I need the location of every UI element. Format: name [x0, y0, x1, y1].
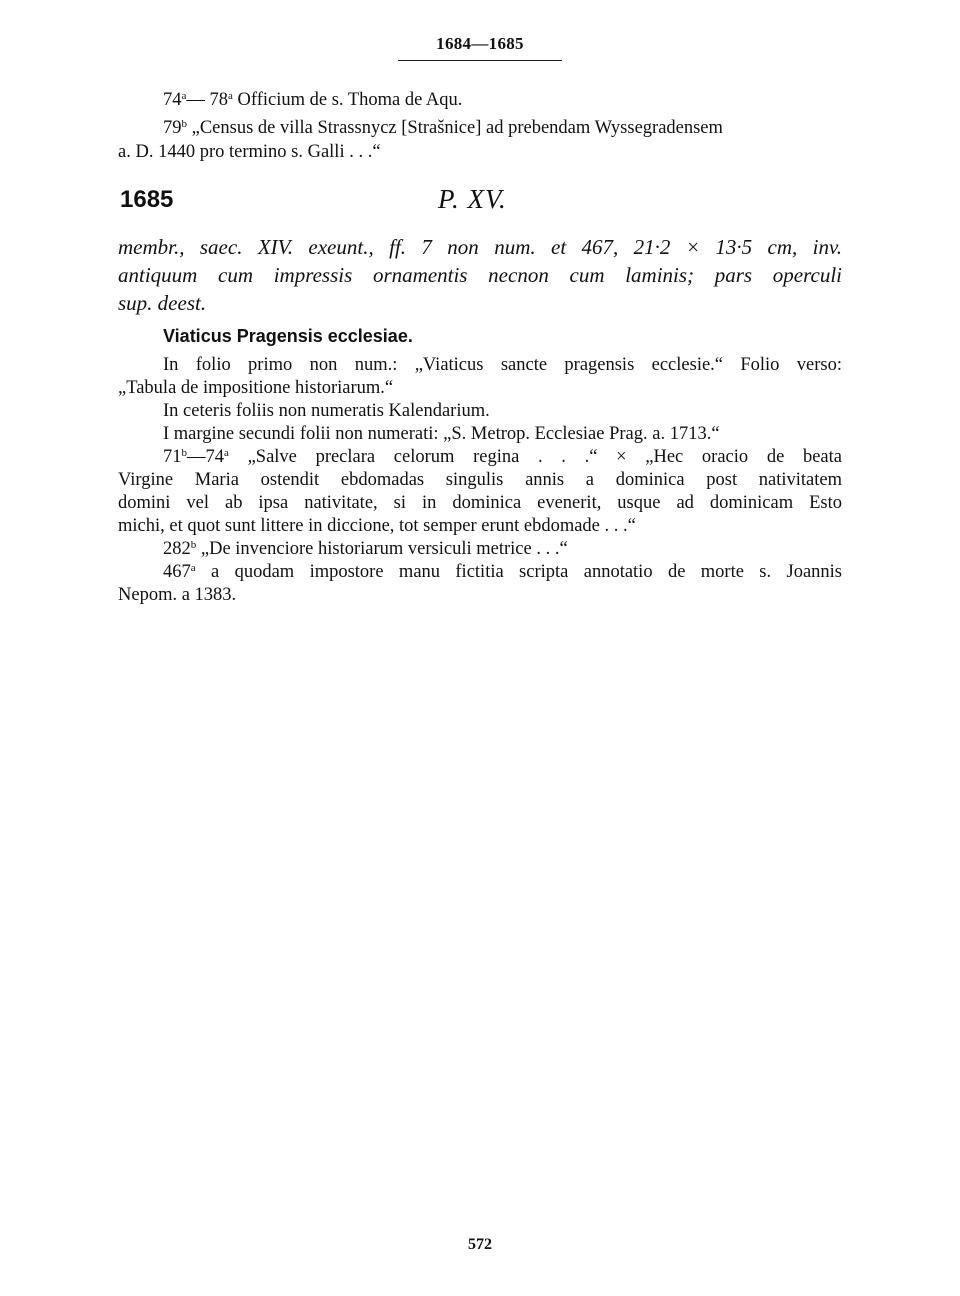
item-467-line2: Nepom. a 1383.	[118, 585, 237, 605]
item-467-line1: 467$^a$ a quodam impostore manu fictitia scripta annotatio de morte s. Joannis	[163, 562, 842, 582]
running-head: 1684—1685	[436, 34, 524, 53]
shelfmark: P. XV.	[438, 184, 507, 214]
item-71-line2: Virgine Maria ostendit ebdomadas singulis annis a dominica post nativitatem	[118, 470, 842, 490]
manuscript-title: Viaticus Pragensis ecclesiae.	[163, 326, 413, 346]
prev-entry-census-line1: 79$^b$ „Census de villa Strassnycz [Strašnice] ad prebendam Wyssegradensem	[163, 118, 723, 138]
description-line-2: antiquum cum impressis ornamentis necnon cum laminis; pars operculi	[118, 263, 842, 287]
content-line-2: „Tabula de impositione historiarum.“	[118, 378, 394, 398]
content-line-1: In folio primo non num.: „Viaticus sancte pragensis ecclesie.“ Folio verso:	[163, 355, 842, 375]
description-line-1: membr., saec. XIV. exeunt., ff. 7 non num. et 467, 21·2 × 13·5 cm, inv.	[118, 235, 842, 259]
page-number: 572	[468, 1236, 492, 1253]
item-71-line1: 71$^b$—74$^a$ „Salve preclara celorum regina . . .“ × „Hec oracio de beata	[163, 447, 842, 467]
item-71-line3: domini vel ab ipsa nativitate, si in dominica evenerit, usque ad dominicam Esto	[118, 493, 842, 513]
entry-number: 1685	[120, 186, 174, 213]
item-282: 282$^b$ „De invenciore historiarum versiculi metrice . . .“	[163, 539, 568, 559]
header-rule	[398, 60, 562, 61]
prev-entry-census-line2: a. D. 1440 pro termino s. Galli . . .“	[118, 142, 381, 162]
content-line-3: In ceteris foliis non numeratis Kalendarium.	[163, 401, 490, 421]
content-line-4: I margine secundi folii non numerati: „S. Metrop. Ecclesiae Prag. a. 1713.“	[163, 424, 720, 444]
prev-entry-officium: 74$^a$— 78$^a$ Officium de s. Thoma de Aqu.	[163, 90, 463, 110]
description-line-3: sup. deest.	[118, 291, 207, 315]
item-71-line4: michi, et quot sunt littere in diccione, tot semper erunt ebdomade . . .“	[118, 516, 636, 536]
